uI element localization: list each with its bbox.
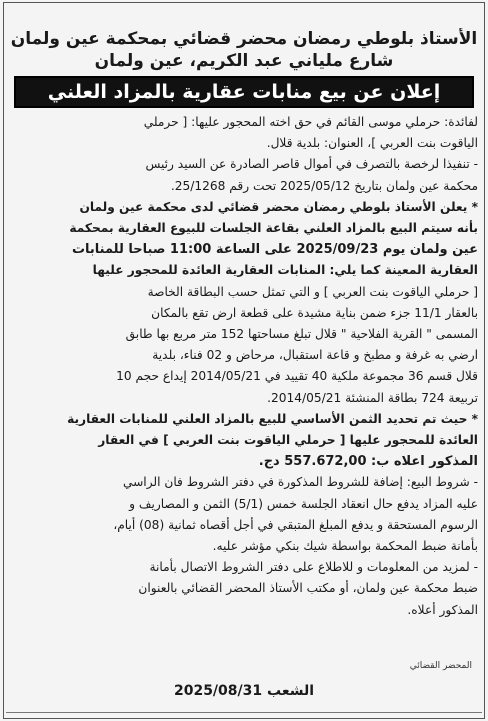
text-line: الرسوم المستحقة و يدفع المبلغ المتبقي في أجل أقصاه ثمانية (08) أيام، [113, 517, 478, 532]
announcement-title: إعلان عن بيع منابات عقارية بالمزاد العلني [14, 76, 474, 108]
publication-date: 2025/08/31 [173, 683, 263, 699]
text-line: بالعقار 11/1 جزء ضمن بناية مشيدة على قطعة ارض تقع بالمكان [151, 305, 478, 320]
text-line: المذكور اعلاه ب: 557.672,00 دج. [258, 454, 478, 470]
bottom-divider [6, 712, 482, 713]
text-line: عليه المزاد يدفع حال انعقاد الجلسة خمس (5/1) الثمن و المصاريف و [129, 496, 478, 511]
signature-label: المحضر القضائي [409, 661, 472, 671]
announcement-body [6, 112, 482, 621]
text-line: العائدة للمحجور عليها [ حرملي الياقوت بنت العربي ] في العقار [98, 433, 478, 448]
text-line: - شروط البيع: إضافة للشروط المذكورة في دفتر الشروط فان الراسي [122, 475, 478, 490]
text-line: بأمانة ضبط المحكمة بواسطة شيك بنكي مؤشر عليه. [212, 539, 478, 554]
text-line: محكمة عين ولمان بتاريخ 2025/05/12 تحت رقم 25/1268. [170, 178, 478, 193]
text-line: ضبط محكمة عين ولمان، أو مكتب الأستاذ المحضر القضائي بالعنوان [138, 581, 478, 596]
text-line: المسمى " القرية الفلاحية " قلال تبلغ مساحتها 152 متر مربع بها طابق [125, 327, 478, 342]
text-line: المذكور أعلاه. [407, 602, 478, 617]
text-line: - لمزيد من المعلومات و للاطلاع على دفتر الشروط الاتصال بأمانة [149, 560, 478, 575]
text-line: الياقوت بنت العربي ]، العنوان: بلدية قلال. [266, 136, 478, 151]
text-line: * حيث تم تحديد الثمن الأساسي للبيع بالمزاد العلني للمنابات العقارية [67, 411, 478, 426]
text-line: العقارية المعينة كما يلي: المنابات العقارية العائدة للمحجور عليها [92, 263, 478, 278]
text-line: * يعلن الأستاذ بلوطي رمضان محضر قضائي لدى محكمة عين ولمان [79, 199, 478, 214]
publication-name: الشعب [267, 683, 315, 699]
footer [10, 661, 478, 707]
text-line: بأنه سيتم البيع بالمزاد العلني بقاعة الجلسات للبيوع العقارية بمحكمة [69, 221, 478, 236]
bailiff-header [6, 28, 482, 72]
text-line: لفائدة: حرملي موسى القائم في حق اخته المحجور عليها: [ حرملي [143, 115, 478, 129]
text-line: قلال قسم 36 مجموعة ملكية 40 تقييد في 2014/05/21 إيداع حجم 10 [116, 369, 478, 384]
text-line: تربيعة 724 بطاقة المنشئة 2014/05/21. [267, 390, 478, 405]
header-line-1: الأستاذ بلوطي رمضان محضر قضائي بمحكمة عين ولمان [10, 29, 478, 49]
text-line: عين ولمان يوم 2025/09/23 على الساعة 11:00 صباحا للمنابات [71, 242, 478, 258]
text-line: ارضي به غرفة و مطبخ و قاعة استقبال، مرحاض و 02 فناء، بلدية [152, 348, 478, 363]
publication-line [10, 683, 478, 699]
header-line-2: شارع ملياني عبد الكريم، عين ولمان [94, 51, 394, 71]
text-line: [ حرملي الياقوت بنت العربي ] و التي تمثل حسب البطاقة الخاصة [147, 284, 478, 299]
text-line: - تنفيذا لرخصة بالتصرف في أموال قاصر الصادرة عن السيد رئيس [145, 157, 478, 172]
